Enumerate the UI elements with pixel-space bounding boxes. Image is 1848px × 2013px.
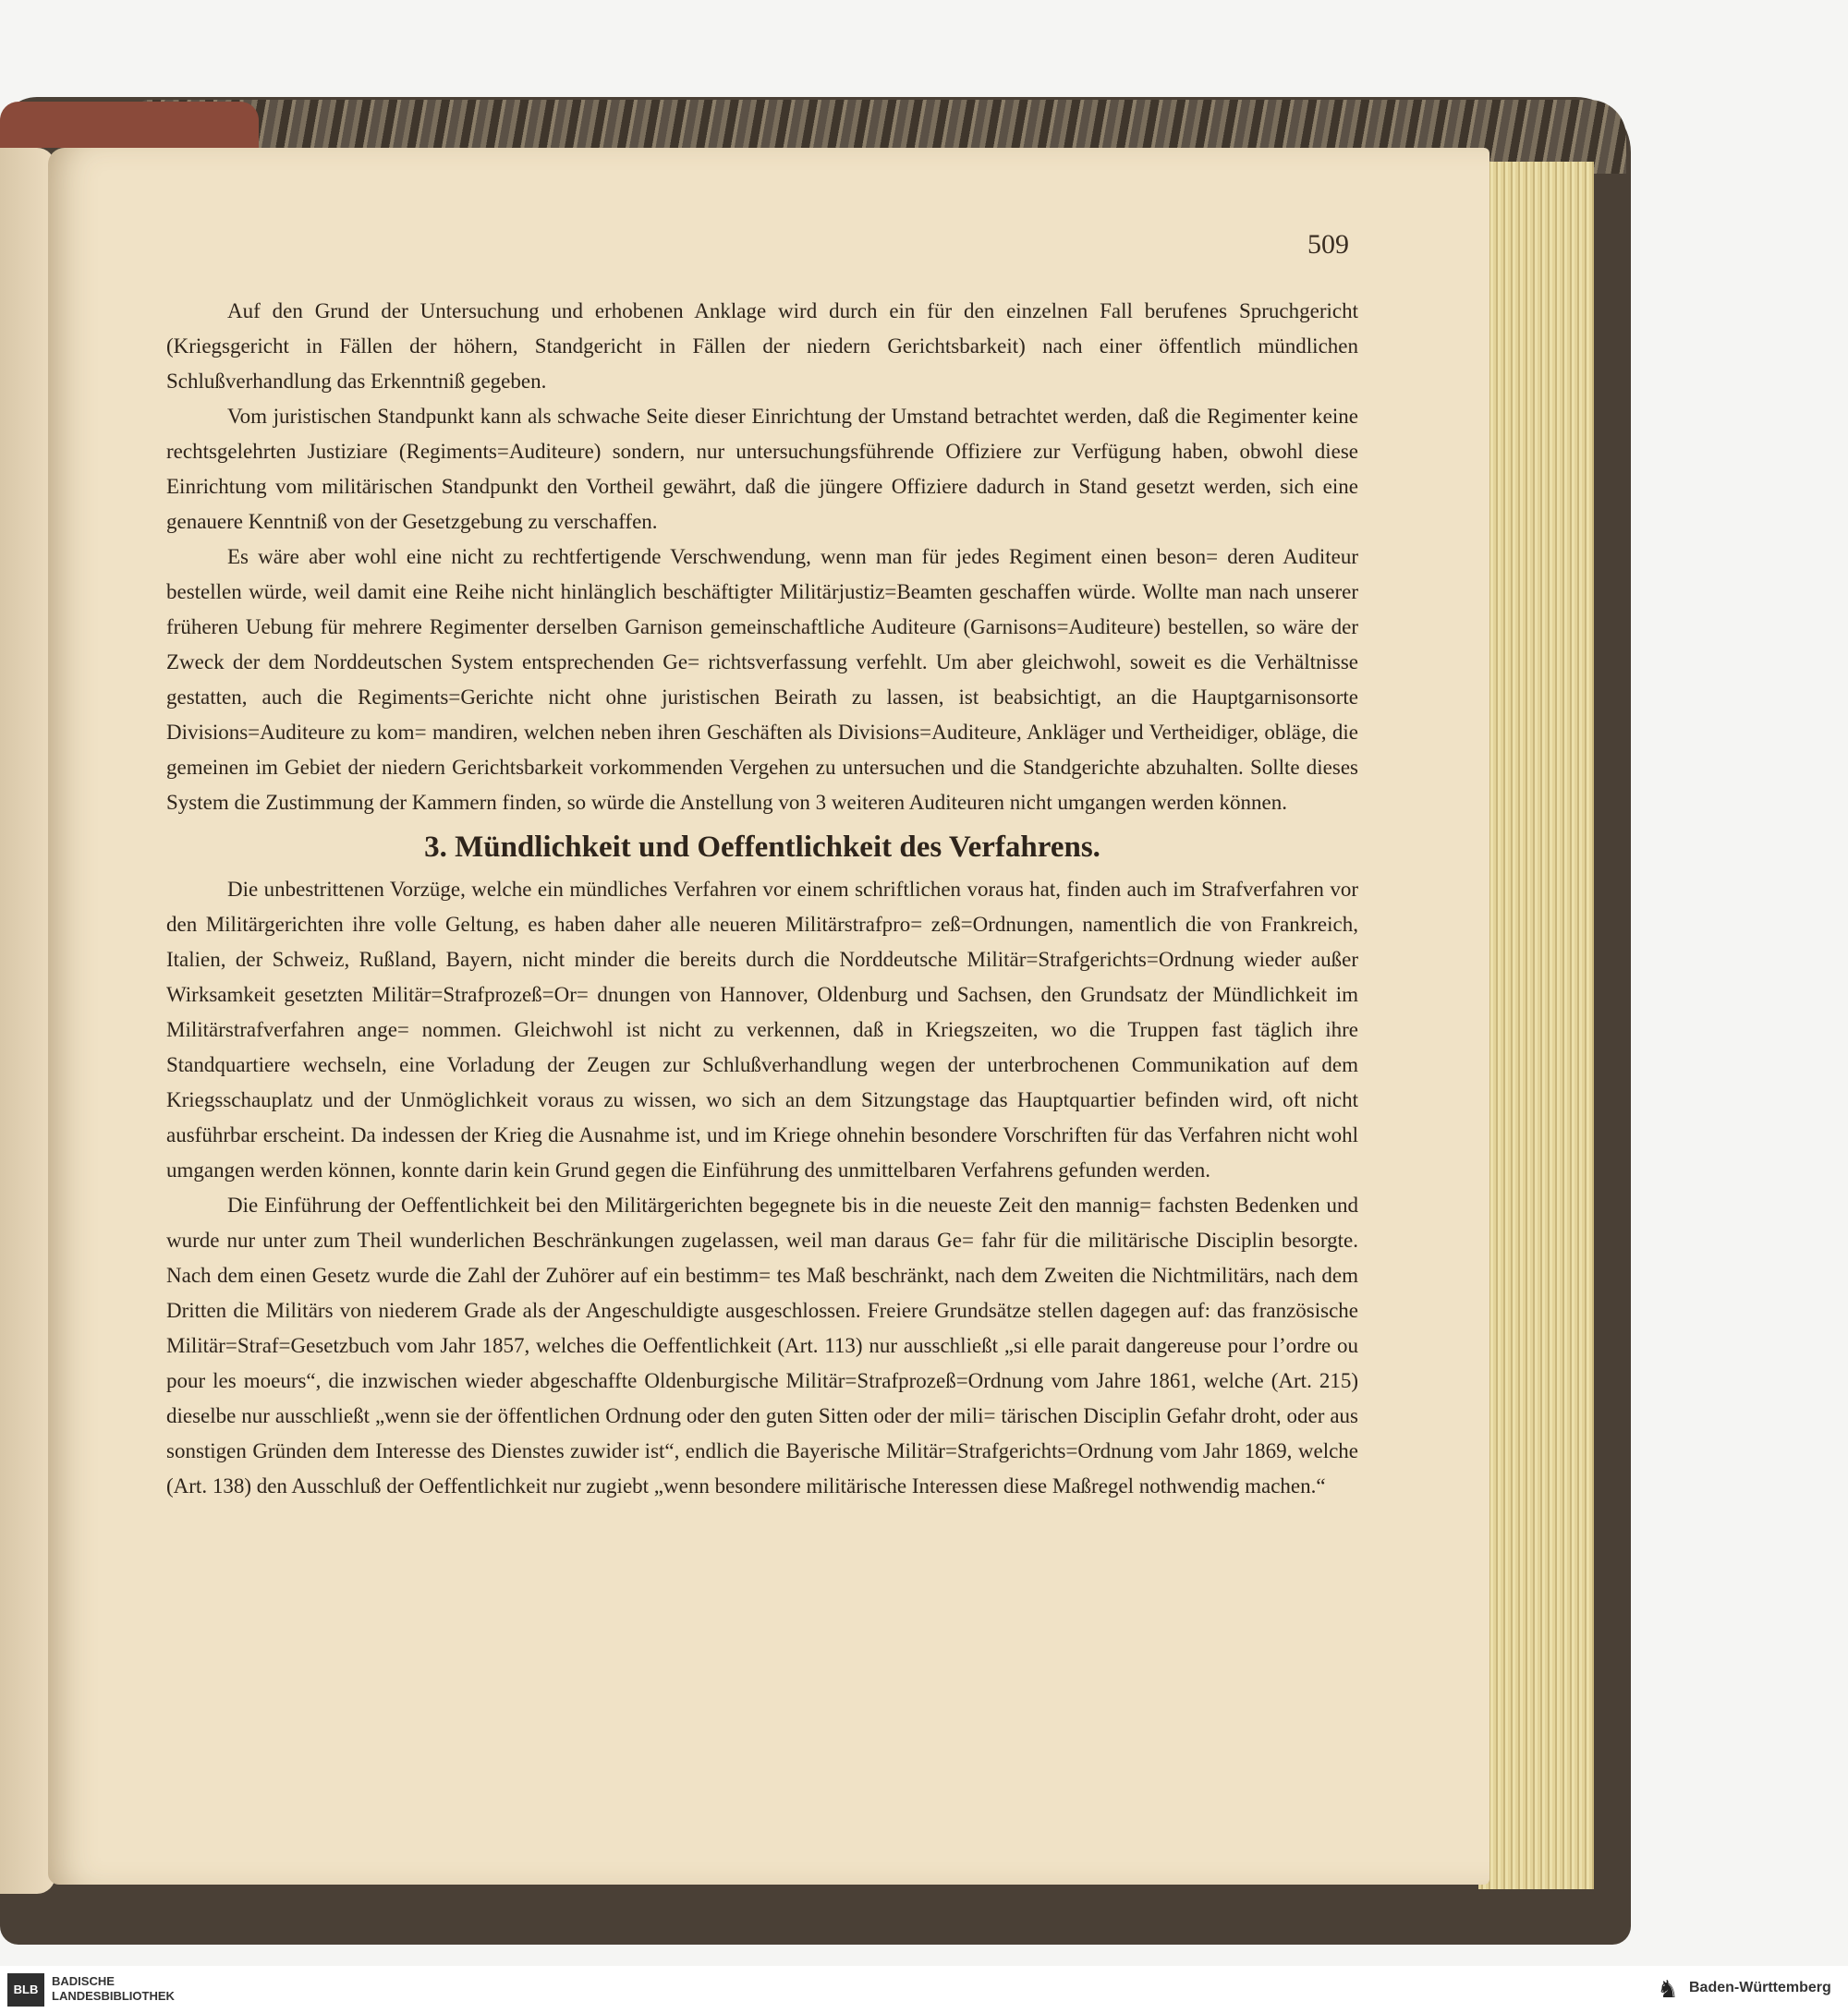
spine-leather [0,102,259,148]
paragraph: Vom juristischen Standpunkt kann als schwache Seite dieser Einrichtung der Umstand betrachtet werden, daß die Regimenter keine rechtsgelehrten Justiziare (Regiments=Auditeure) sondern, nur untersuchungsführende Offiziere zur Verfügung haben, obwohl diese Einrichtung vom militärischen Standpunkt den Vortheil gewährt, daß die jüngere Offiziere dadurch in Stand gesetzt werden, sich eine genauere Kenntniß von der Gesetzgebung zu verschaffen. [166,405,1358,533]
library-name [52,1974,175,2004]
paragraph: Es wäre aber wohl eine nicht zu rechtfertigende Verschwendung, wenn man für jedes Regiment einen beson= deren Auditeur bestellen würde, weil damit eine Reihe nicht hinlänglich beschäftigter Militärjustiz=Beamten geschaffen würde. Wollte man nach unserer früheren Uebung für mehrere Regimenter derselben Garnison gemeinschaftliche Auditeure (Garnisons=Auditeure) bestellen, so wäre der Zweck der dem Norddeutschen System entsprechenden Ge= richtsverfassung verfehlt. Um aber gleichwohl, soweit es die Verhältnisse gestatten, auch die Regiments=Gerichte nicht ohne juristischen Beirath zu lassen, ist beabsichtigt, an die Hauptgarnisonsorte Divisions=Auditeure zu kom= mandiren, welchen neben ihren Geschäften als Divisions=Auditeure, Ankläger und Vertheidiger, obläge, die gemeinen im Gebiet der niedern Gerichtsbarkeit vorkommenden Vergehen zu untersuchen und die Standgerichte abzuhalten. Sollte dieses System die Zustimmung der Kammern finden, so würde die Anstellung von 3 weiteren Auditeuren nicht umgangen werden können. [166,545,1358,814]
paragraph: Die Einführung der Oeffentlichkeit bei den Militärgerichten begegnete bis in die neueste Zeit den mannig= fachsten Bedenken und wurde nur unter zum Theil wunderlichen Beschränkungen zugelassen, weil man daraus Ge= fahr für die militärische Disciplin besorgte. Nach dem einen Gesetz wurde die Zahl der Zuhörer auf ein bestimm= tes Maß beschränkt, nach dem Zweiten die Nichtmilitärs, nach dem Dritten die Militärs von niederem Grade als der Angeschuldigte ausgeschlossen. Freiere Grundsätze stellen dagegen auf: das französische Militär=Straf=Gesetzbuch vom Jahr 1857, welches die Oeffentlichkeit (Art. 113) nur ausschließt „si elle parait dangereuse pour l’ordre ou pour les moeurs“, die inzwischen wieder abgeschaffte Oldenburgische Militär=Strafprozeß=Ordnung vom Jahre 1861, welche (Art. 215) dieselbe nur ausschließt „wenn sie der öffentlichen Ordnung oder den guten Sitten oder der mili= tärischen Disciplin Gefahr droht, oder aus sonstigen Gründen dem Interesse des Dienstes zuwider ist“, endlich die Bayerische Militär=Strafgerichts=Ordnung vom Jahr 1869, welche (Art. 138) den Ausschluß der Oeffentlichkeit nur zugiebt „wenn besondere militärische Interessen diese Maßregel nothwendig machen.“ [166,1194,1358,1498]
paragraph: Auf den Grund der Untersuchung und erhobenen Anklage wird durch ein für den einzelnen Fall berufenes Spruchgericht (Kriegsgericht in Fällen der höhern, Standgericht in Fällen der niedern Gerichtsbarkeit) nach einer öffentlich mündlichen Schlußverhandlung das Erkenntniß gegeben. [166,299,1358,393]
footer-bar [0,1966,1848,2013]
coat-of-arms-icon: ♞ [1657,1976,1679,2004]
library-name-line1: BADISCHE [52,1974,115,1988]
library-name-line2: LANDESBIBLIOTHEK [52,1989,175,2003]
page-text [166,294,1358,1504]
blb-logo[interactable]: BLB [7,1973,44,2007]
state-name[interactable]: Baden-Württemberg [1689,1980,1831,1995]
page-number: 509 [1307,229,1349,260]
section-heading: 3. Mündlichkeit und Oeffentlichkeit des Verfahrens. [424,831,1100,864]
page-stack-edges [1478,162,1594,1889]
paragraph: Die unbestrittenen Vorzüge, welche ein mündliches Verfahren vor einem schriftlichen voraus hat, finden auch im Strafverfahren vor den Militärgerichten ihre volle Geltung, es haben daher alle neueren Militärstrafpro= zeß=Ordnungen, namentlich die von Frankreich, Italien, der Schweiz, Rußland, Bayern, nicht minder die bereits durch die Norddeutsche Militär=Strafgerichts=Ordnung wieder außer Wirksamkeit gesetzten Militär=Strafprozeß=Or= dnungen von Hannover, Oldenburg und Sachsen, den Grundsatz der Mündlichkeit im Militärstrafverfahren ange= nommen. Gleichwohl ist nicht zu verkennen, daß in Kriegszeiten, wo die Truppen fast täglich ihre Standquartiere wechseln, eine Vorladung der Zeugen zur Schlußverhandlung wegen der unterbrochenen Communikation auf dem Kriegsschauplatz und der Unmöglichkeit voraus zu wissen, wo sich an dem Sitzungstage das Hauptquartier befinden wird, oft nicht ausführbar erscheint. Da indessen der Krieg die Ausnahme ist, und im Kriege ohnehin besondere Vorschriften für das Verfahren nicht wohl umgangen werden können, konnte darin kein Grund gegen die Einführung des unmittelbaren Verfahrens gefunden werden. [166,878,1358,1182]
left-page-edge [0,148,55,1894]
